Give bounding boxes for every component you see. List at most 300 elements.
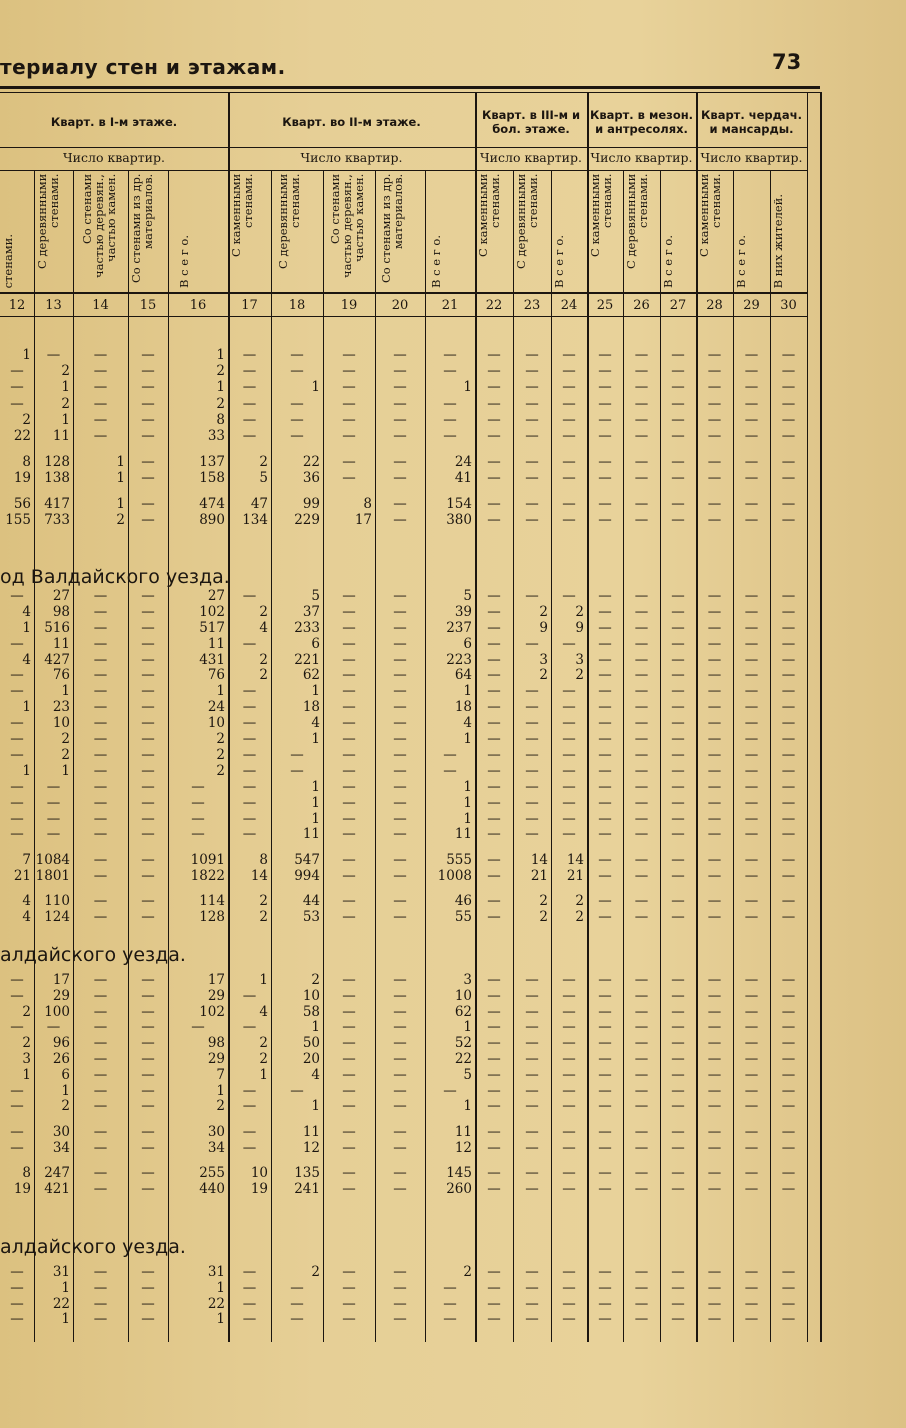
- table-cell: —: [671, 1067, 685, 1083]
- table-cell: —: [781, 1280, 796, 1296]
- table-cell: 1: [61, 683, 70, 699]
- table-cell: 20: [302, 1051, 320, 1067]
- table-row: [0, 347, 807, 363]
- table-cell: —: [242, 715, 257, 731]
- table-cell: —: [525, 1181, 539, 1197]
- column-header-label: Со стенами частью деревян., частью камен.: [79, 174, 118, 278]
- table-cell: —: [634, 428, 649, 444]
- column-header: [475, 174, 513, 288]
- table-cell: 137: [199, 454, 225, 470]
- table-cell: —: [781, 1181, 796, 1197]
- table-cell: —: [634, 396, 649, 412]
- table-cell: 2: [575, 909, 584, 925]
- table-cell: —: [671, 1004, 685, 1020]
- table-cell: —: [487, 636, 501, 652]
- table-cell: —: [707, 972, 722, 988]
- table-cell: —: [671, 811, 685, 827]
- table-cell: —: [634, 795, 649, 811]
- table-cell: 1: [259, 972, 268, 988]
- table-cell: —: [671, 893, 685, 909]
- table-row: [0, 1051, 807, 1067]
- table-row: [0, 747, 807, 763]
- table-cell: 2: [575, 604, 584, 620]
- table-cell: —: [671, 470, 685, 486]
- column-header: [323, 174, 375, 288]
- column-number: 13: [45, 298, 62, 313]
- table-cell: —: [342, 363, 356, 379]
- colnames-top-rule: [0, 170, 807, 171]
- table-cell: —: [634, 1181, 649, 1197]
- table-cell: —: [487, 811, 501, 827]
- table-cell: 11: [52, 428, 70, 444]
- table-cell: —: [781, 811, 796, 827]
- table-cell: —: [242, 636, 257, 652]
- table-cell: —: [242, 779, 257, 795]
- table-cell: —: [781, 347, 796, 363]
- table-cell: —: [744, 620, 759, 636]
- column-header-label: С каменными стенами.: [697, 174, 723, 258]
- table-cell: —: [525, 779, 539, 795]
- table-cell: 2: [575, 667, 584, 683]
- table-row: [0, 604, 807, 620]
- table-cell: —: [393, 1067, 407, 1083]
- table-cell: —: [781, 454, 796, 470]
- table-cell: 2: [575, 893, 584, 909]
- table-cell: —: [598, 1311, 612, 1327]
- table-cell: 14: [530, 852, 548, 868]
- table-cell: 99: [302, 496, 320, 512]
- table-cell: —: [781, 795, 796, 811]
- table-cell: —: [525, 763, 539, 779]
- table-cell: —: [443, 396, 457, 412]
- table-cell: —: [744, 1035, 759, 1051]
- table-cell: —: [443, 1280, 457, 1296]
- column-number: 29: [743, 298, 760, 313]
- table-cell: —: [598, 470, 612, 486]
- table-row: [0, 699, 807, 715]
- group-subheader: Число квартир.: [590, 150, 693, 165]
- table-cell: 24: [207, 699, 225, 715]
- table-cell: —: [487, 1280, 501, 1296]
- table-cell: 110: [44, 893, 70, 909]
- table-cell: —: [671, 363, 685, 379]
- table-cell: —: [634, 667, 649, 683]
- table-cell: —: [744, 747, 759, 763]
- table-cell: —: [562, 763, 576, 779]
- table-cell: 12: [454, 1140, 472, 1156]
- table-cell: —: [141, 379, 155, 395]
- table-cell: —: [781, 470, 796, 486]
- title-rule-thick: [0, 86, 820, 89]
- table-cell: —: [342, 1140, 356, 1156]
- table-row: [0, 454, 807, 470]
- table-cell: 155: [5, 512, 31, 528]
- table-cell: 221: [294, 652, 320, 668]
- table-cell: —: [487, 1004, 501, 1020]
- table-cell: 11: [454, 1124, 472, 1140]
- table-cell: —: [744, 1098, 759, 1114]
- table-cell: —: [781, 893, 796, 909]
- table-cell: 2: [61, 731, 70, 747]
- table-cell: —: [671, 496, 685, 512]
- table-cell: 4: [463, 715, 472, 731]
- table-cell: 4: [311, 1067, 320, 1083]
- table-cell: 2: [259, 667, 268, 683]
- column-number: 16: [189, 298, 207, 313]
- column-header-label: Со стенами из др. материалов.: [379, 174, 405, 284]
- table-cell: —: [10, 363, 24, 379]
- table-cell: 4: [311, 715, 320, 731]
- table-cell: 2: [311, 1264, 320, 1280]
- table-cell: —: [634, 1098, 649, 1114]
- table-cell: 22: [13, 428, 31, 444]
- table-cell: —: [562, 1035, 576, 1051]
- table-cell: —: [93, 1051, 108, 1067]
- table-cell: —: [93, 620, 108, 636]
- table-cell: —: [744, 972, 759, 988]
- table-cell: —: [393, 470, 407, 486]
- table-row: [0, 972, 807, 988]
- table-cell: —: [141, 868, 155, 884]
- table-cell: —: [141, 826, 155, 842]
- table-cell: —: [634, 1296, 649, 1312]
- table-cell: —: [487, 588, 501, 604]
- table-cell: —: [598, 396, 612, 412]
- table-cell: 29: [207, 1051, 225, 1067]
- table-cell: —: [525, 512, 539, 528]
- table-cell: —: [671, 396, 685, 412]
- table-cell: 17: [207, 972, 225, 988]
- table-cell: —: [342, 972, 356, 988]
- table-cell: —: [393, 1019, 407, 1035]
- table-cell: —: [290, 1311, 304, 1327]
- table-cell: —: [141, 1019, 155, 1035]
- table-row: [0, 412, 807, 428]
- table-cell: 1: [463, 811, 472, 827]
- table-cell: —: [487, 1311, 501, 1327]
- table-cell: 1: [311, 683, 320, 699]
- table-cell: —: [242, 1098, 257, 1114]
- table-cell: —: [671, 1124, 685, 1140]
- table-row: [0, 1181, 807, 1197]
- group-subheader: Число квартир.: [480, 150, 582, 165]
- column-header-label: В с е г о.: [661, 235, 675, 288]
- table-cell: —: [93, 1311, 108, 1327]
- colnum-rule: [0, 316, 807, 317]
- table-cell: —: [598, 868, 612, 884]
- table-cell: 1: [311, 1019, 320, 1035]
- table-cell: —: [598, 852, 612, 868]
- table-cell: —: [525, 396, 539, 412]
- table-cell: —: [93, 852, 108, 868]
- table-cell: 1822: [190, 868, 225, 884]
- table-cell: —: [525, 1165, 539, 1181]
- table-cell: 4: [22, 893, 31, 909]
- table-cell: 2: [116, 512, 125, 528]
- table-cell: —: [525, 972, 539, 988]
- table-cell: —: [487, 826, 501, 842]
- table-cell: —: [744, 1311, 759, 1327]
- table-cell: 5: [463, 1067, 472, 1083]
- table-cell: —: [46, 1019, 61, 1035]
- table-cell: —: [525, 412, 539, 428]
- table-cell: —: [562, 699, 576, 715]
- table-cell: —: [487, 795, 501, 811]
- table-cell: —: [93, 1035, 108, 1051]
- table-cell: —: [598, 1165, 612, 1181]
- table-cell: —: [781, 1264, 796, 1280]
- table-cell: —: [744, 496, 759, 512]
- table-cell: 8: [216, 412, 225, 428]
- table-cell: 1: [216, 1280, 225, 1296]
- table-cell: —: [342, 795, 356, 811]
- table-cell: —: [487, 731, 501, 747]
- table-row: [0, 763, 807, 779]
- table-cell: —: [141, 972, 155, 988]
- table-row: [0, 396, 807, 412]
- table-cell: —: [242, 363, 257, 379]
- table-cell: —: [744, 588, 759, 604]
- table-cell: —: [342, 909, 356, 925]
- table-cell: —: [598, 1124, 612, 1140]
- table-cell: —: [671, 988, 685, 1004]
- table-cell: —: [393, 379, 407, 395]
- table-cell: 2: [61, 1098, 70, 1114]
- table-cell: —: [781, 1311, 796, 1327]
- table-cell: —: [46, 795, 61, 811]
- table-cell: —: [598, 363, 612, 379]
- table-cell: —: [598, 763, 612, 779]
- column-header: [513, 174, 551, 288]
- table-cell: —: [671, 731, 685, 747]
- table-cell: —: [634, 731, 649, 747]
- table-cell: 1: [216, 347, 225, 363]
- table-cell: —: [707, 1019, 722, 1035]
- table-cell: —: [525, 1264, 539, 1280]
- table-cell: —: [93, 1124, 108, 1140]
- table-cell: —: [634, 470, 649, 486]
- table-cell: —: [671, 667, 685, 683]
- table-row: [0, 826, 807, 842]
- table-cell: —: [93, 636, 108, 652]
- table-cell: —: [393, 826, 407, 842]
- table-cell: —: [141, 363, 155, 379]
- table-cell: 124: [44, 909, 70, 925]
- colnames-bottom-rule: [0, 292, 807, 294]
- table-cell: 100: [44, 1004, 70, 1020]
- table-cell: —: [744, 1140, 759, 1156]
- table-cell: —: [707, 1181, 722, 1197]
- table-cell: —: [93, 972, 108, 988]
- table-cell: 1091: [190, 852, 225, 868]
- table-cell: —: [393, 620, 407, 636]
- table-cell: —: [141, 636, 155, 652]
- table-cell: —: [443, 1083, 457, 1099]
- table-cell: 19: [13, 470, 31, 486]
- table-cell: —: [744, 893, 759, 909]
- table-cell: —: [93, 1098, 108, 1114]
- table-cell: —: [634, 604, 649, 620]
- table-cell: —: [562, 1098, 576, 1114]
- table-cell: 417: [44, 496, 70, 512]
- table-cell: 2: [539, 604, 548, 620]
- table-cell: —: [487, 412, 501, 428]
- table-cell: —: [562, 1280, 576, 1296]
- table-cell: —: [562, 1311, 576, 1327]
- table-cell: 12: [302, 1140, 320, 1156]
- table-cell: —: [141, 396, 155, 412]
- table-cell: —: [342, 731, 356, 747]
- table-cell: —: [634, 1140, 649, 1156]
- table-cell: —: [744, 652, 759, 668]
- table-cell: 62: [454, 1004, 472, 1020]
- table-cell: —: [598, 1140, 612, 1156]
- table-cell: —: [781, 852, 796, 868]
- table-cell: —: [487, 868, 501, 884]
- table-cell: —: [10, 1140, 24, 1156]
- table-cell: —: [46, 826, 61, 842]
- table-cell: 4: [22, 604, 31, 620]
- table-cell: —: [744, 1004, 759, 1020]
- table-cell: —: [443, 412, 457, 428]
- table-cell: —: [242, 347, 257, 363]
- table-cell: —: [342, 1181, 356, 1197]
- table-cell: 9: [539, 620, 548, 636]
- table-cell: 34: [52, 1140, 70, 1156]
- table-cell: —: [393, 893, 407, 909]
- table-cell: —: [10, 379, 24, 395]
- table-cell: —: [781, 909, 796, 925]
- table-cell: —: [707, 1296, 722, 1312]
- table-cell: —: [525, 747, 539, 763]
- table-cell: 76: [207, 667, 225, 683]
- table-cell: —: [290, 428, 304, 444]
- column-number: 25: [596, 298, 614, 313]
- table-cell: —: [562, 826, 576, 842]
- table-cell: 255: [199, 1165, 225, 1181]
- table-cell: —: [562, 470, 576, 486]
- group-header: Кварт. во II-м этаже.: [282, 115, 421, 129]
- table-row: [0, 1296, 807, 1312]
- table-cell: —: [562, 363, 576, 379]
- table-cell: 10: [302, 988, 320, 1004]
- table-cell: —: [707, 636, 722, 652]
- table-cell: —: [781, 428, 796, 444]
- table-row: [0, 868, 807, 884]
- table-cell: 431: [199, 652, 225, 668]
- table-cell: 98: [52, 604, 70, 620]
- table-cell: —: [393, 909, 407, 925]
- table-cell: —: [10, 715, 24, 731]
- table-cell: —: [141, 1280, 155, 1296]
- table-cell: —: [242, 379, 257, 395]
- table-cell: —: [93, 1296, 108, 1312]
- table-cell: 223: [446, 652, 472, 668]
- table-cell: —: [598, 588, 612, 604]
- table-cell: 58: [302, 1004, 320, 1020]
- table-cell: —: [10, 795, 24, 811]
- table-cell: —: [487, 1124, 501, 1140]
- table-cell: 1: [22, 763, 31, 779]
- table-cell: —: [707, 454, 722, 470]
- table-cell: —: [342, 667, 356, 683]
- table-cell: —: [525, 1004, 539, 1020]
- table-cell: —: [141, 604, 155, 620]
- table-cell: —: [598, 379, 612, 395]
- table-cell: —: [342, 652, 356, 668]
- table-row: [0, 988, 807, 1004]
- table-cell: —: [290, 412, 304, 428]
- table-cell: 1008: [437, 868, 472, 884]
- column-header: [696, 174, 733, 288]
- table-cell: —: [562, 1264, 576, 1280]
- table-cell: —: [10, 1311, 24, 1327]
- table-cell: —: [342, 1264, 356, 1280]
- table-cell: —: [487, 512, 501, 528]
- table-cell: —: [93, 412, 108, 428]
- table-cell: —: [634, 811, 649, 827]
- table-cell: 1: [61, 412, 70, 428]
- table-cell: —: [707, 795, 722, 811]
- table-cell: —: [707, 1124, 722, 1140]
- table-cell: —: [707, 379, 722, 395]
- table-cell: —: [141, 795, 155, 811]
- table-cell: —: [141, 1140, 155, 1156]
- table-cell: —: [744, 795, 759, 811]
- table-cell: —: [598, 412, 612, 428]
- table-cell: 134: [242, 512, 268, 528]
- table-row: [0, 620, 807, 636]
- table-cell: —: [141, 667, 155, 683]
- table-cell: 380: [446, 512, 472, 528]
- column-header: [587, 174, 623, 288]
- table-cell: 1: [61, 763, 70, 779]
- table-cell: —: [141, 747, 155, 763]
- table-cell: —: [671, 795, 685, 811]
- table-cell: 27: [207, 588, 225, 604]
- table-cell: —: [487, 470, 501, 486]
- table-cell: —: [141, 588, 155, 604]
- table-cell: —: [10, 1264, 24, 1280]
- table-cell: —: [781, 1165, 796, 1181]
- column-header-label: С каменными стенами.: [588, 174, 614, 258]
- table-cell: 2: [539, 909, 548, 925]
- table-cell: —: [707, 683, 722, 699]
- column-number: 20: [391, 298, 409, 313]
- table-cell: —: [141, 470, 155, 486]
- table-cell: —: [393, 396, 407, 412]
- column-header: [623, 174, 660, 288]
- table-cell: —: [744, 852, 759, 868]
- table-cell: —: [598, 972, 612, 988]
- table-cell: 21: [566, 868, 584, 884]
- table-cell: 98: [207, 1035, 225, 1051]
- table-cell: —: [242, 747, 257, 763]
- column-number: 15: [139, 298, 157, 313]
- table-cell: —: [744, 731, 759, 747]
- table-cell: —: [634, 652, 649, 668]
- table-cell: —: [525, 811, 539, 827]
- column-header-label: С деревянными стенами.: [624, 174, 650, 270]
- group-header: Кварт. чердач. и мансарды.: [701, 108, 802, 136]
- table-cell: —: [781, 1124, 796, 1140]
- table-cell: —: [141, 454, 155, 470]
- table-cell: —: [93, 731, 108, 747]
- table-cell: —: [744, 1181, 759, 1197]
- table-cell: —: [744, 512, 759, 528]
- table-cell: —: [10, 826, 24, 842]
- table-cell: —: [562, 636, 576, 652]
